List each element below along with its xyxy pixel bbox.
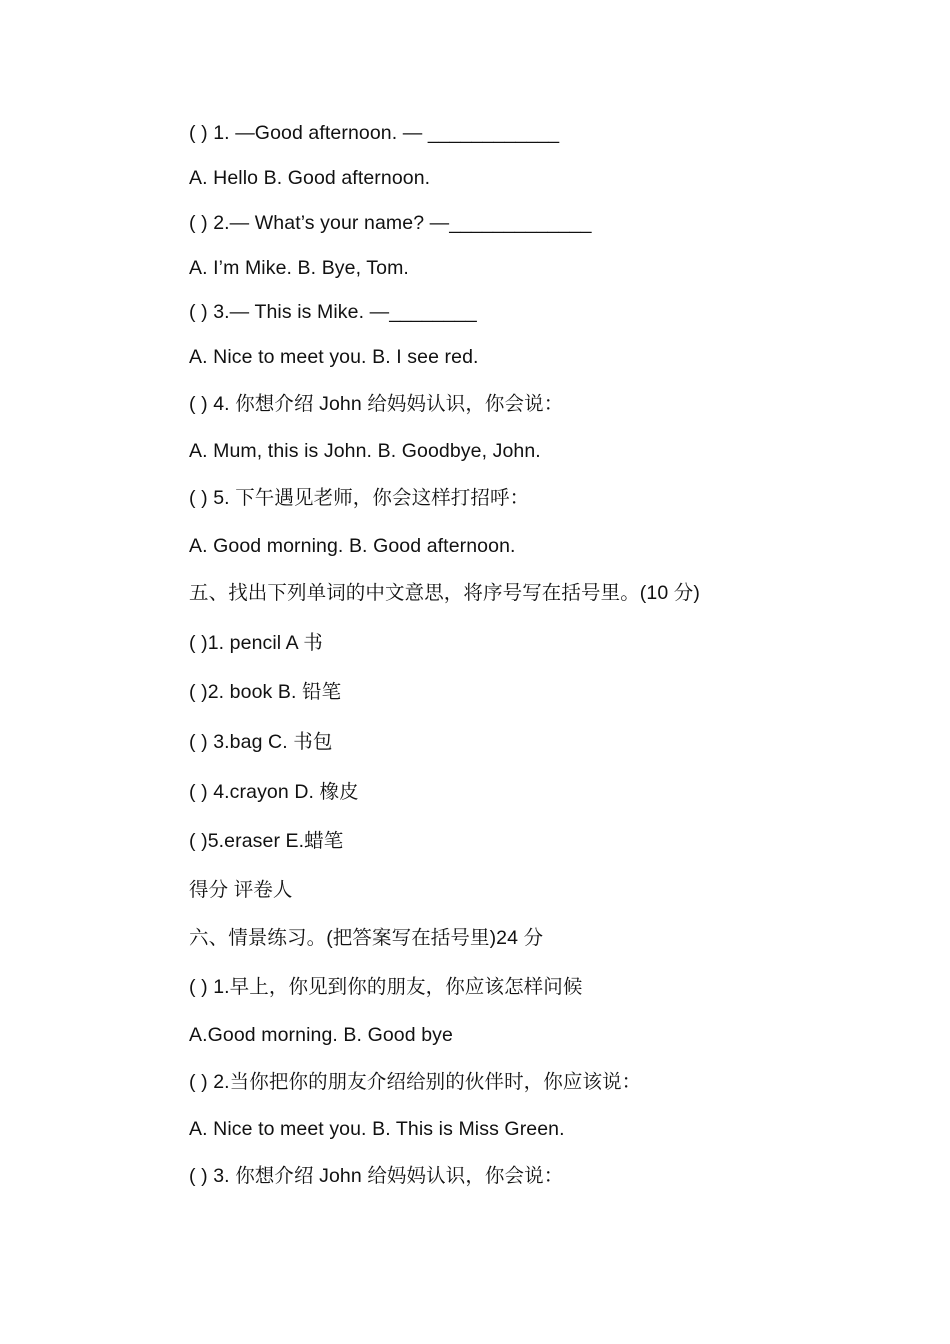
match-item-5: ( )5.eraser E.蜡笔 (189, 830, 344, 852)
question-2: ( ) 2.— What’s your name? —_____________ (189, 212, 592, 234)
question-4-options: A. Mum, this is John. B. Goodbye, John. (189, 440, 541, 462)
score-grader-label: 得分 评卷人 (189, 879, 293, 901)
question-2-options: A. I’m Mike. B. Bye, Tom. (189, 257, 409, 279)
situation-question-2-options: A. Nice to meet you. B. This is Miss Green. (189, 1118, 565, 1140)
section-5-heading: 五、找出下列单词的中文意思，将序号写在括号里。(10 分) (189, 582, 700, 604)
question-4: ( ) 4. 你想介绍 John 给妈妈认识，你会说： (189, 393, 564, 415)
situation-question-2: ( ) 2.当你把你的朋友介绍给别的伙伴时，你应该说： (189, 1071, 642, 1093)
section-6-heading: 六、情景练习。(把答案写在括号里)24 分 (189, 927, 544, 949)
situation-question-1: ( ) 1.早上，你见到你的朋友，你应该怎样问候 (189, 976, 583, 998)
question-1-options: A. Hello B. Good afternoon. (189, 167, 431, 189)
question-5: ( ) 5. 下午遇见老师，你会这样打招呼： (189, 487, 530, 509)
situation-question-3: ( ) 3. 你想介绍 John 给妈妈认识，你会说： (189, 1165, 564, 1187)
match-item-3: ( ) 3.bag C. 书包 (189, 731, 333, 753)
match-item-4: ( ) 4.crayon D. 橡皮 (189, 781, 359, 803)
question-3-options: A. Nice to meet you. B. I see red. (189, 346, 479, 368)
question-3: ( ) 3.— This is Mike. —________ (189, 301, 477, 323)
question-5-options: A. Good morning. B. Good afternoon. (189, 535, 516, 557)
match-item-1: ( )1. pencil A 书 (189, 632, 323, 654)
match-item-2: ( )2. book B. 铅笔 (189, 681, 342, 703)
situation-question-1-options: A.Good morning. B. Good bye (189, 1024, 453, 1046)
question-1: ( ) 1. —Good afternoon. — ____________ (189, 122, 560, 144)
